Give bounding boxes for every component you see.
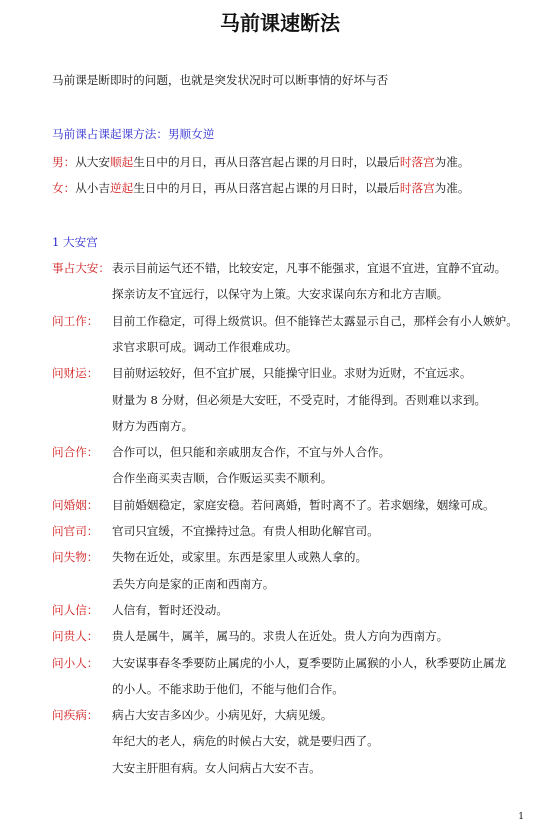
entry-line: 目前婚姻稳定，家庭安稳。若问离婚，暂时离不了。若求姻缘，姻缘可成。 [112,497,495,512]
page-number: 1 [518,812,524,822]
male-rule-text-1: 从大安 [75,155,110,169]
female-rule-text-3: 为准。 [434,181,470,195]
entry-line: 官司只宜缓，不宜操持过急。有贵人相助化解官司。 [112,524,379,538]
male-rule-highlight-1: 顺起 [110,155,134,169]
male-rule [52,154,469,171]
method-heading: 马前课占课起课方法：男顺女逆 [52,127,215,141]
entry-label: 问财运： [52,366,99,381]
entry-line: 大安谋事春冬季要防止属虎的小人，夏季要防止属猴的小人，秋季要防止属龙 [112,655,507,670]
entry-line: 合作坐商买卖吉顺，合作贩运买卖不顺利。 [112,471,333,486]
female-rule-highlight-1: 逆起 [110,181,134,195]
female-rule-highlight-2: 时落宫 [399,181,435,195]
entry-line: 人信有，暂时还没动。 [112,602,228,617]
entry-line: 贵人是属牛，属羊，属马的。求贵人在近处。贵人方向为西南方。 [112,629,449,644]
intro-text: 马前课是断即时的问题，也就是突发状况时可以断事情的好坏与否 [52,73,389,87]
entry-line: 表示目前运气还不错，比较安定，凡事不能强求，宜退不宜进，宜静不宜动。 [112,261,507,275]
entry-line: 财量为 8 分财，但必须是大安旺，不受克时，才能得到。否则难以求到。 [112,392,487,407]
entry-line: 求官求职可成。调动工作很难成功。 [112,339,298,354]
male-rule-text-3: 为准。 [434,155,470,169]
female-rule-text-2: 生日中的月日，再从日落宫起占课的月日时，以最后 [133,181,400,195]
entry-label: 问人信： [52,602,99,617]
entry-line: 大安主肝胆有病。女人问病占大安不吉。 [112,760,321,775]
female-rule [52,180,469,197]
female-label: 女： [52,181,76,195]
entry-line: 的小人。不能求助于他们，不能与他们合作。 [112,681,344,696]
male-rule-highlight-2: 时落宫 [399,155,435,169]
entry-line: 失物在近处，或家里。东西是家里人或熟人拿的。 [112,550,368,565]
entry-label: 问合作： [52,445,99,460]
entry-label: 事占大安： [52,261,110,275]
entry-label: 问小人： [52,655,99,670]
male-label: 男： [52,155,76,169]
section-title: 1 大安宫 [52,235,98,249]
entry-label: 问失物： [52,550,99,565]
entry-label: 问工作： [52,313,99,328]
entry-label: 问贵人： [52,629,99,644]
entry-line: 丢失方向是家的正南和西南方。 [112,576,275,591]
entry-line: 年纪大的老人，病危的时候占大安，就是要归西了。 [112,734,379,749]
entry-line: 探亲访友不宜远行，以保守为上策。大安求谋向东方和北方吉顺。 [112,287,449,302]
entry-label: 问婚姻： [52,497,99,512]
page-title: 马前课速断法 [220,11,340,35]
male-rule-text-2: 生日中的月日，再从日落宫起占课的月日时，以最后 [133,155,400,169]
female-rule-text-1: 从小吉 [75,181,110,195]
entry-line: 财方为西南方。 [112,418,194,433]
entry-label: 问疾病： [52,708,99,723]
entry-line: 合作可以，但只能和亲戚朋友合作，不宜与外人合作。 [112,445,391,460]
entry-line: 病占大安吉多凶少。小病见好，大病见缓。 [112,708,333,723]
entry-line: 目前工作稳定，可得上级赏识。但不能锋芒太露显示自己，那样会有小人嫉妒。 [112,313,518,328]
entry-label: 问官司： [52,524,99,538]
entry-line: 目前财运较好，但不宜扩展，只能操守旧业。求财为近财，不宜远求。 [112,366,472,381]
